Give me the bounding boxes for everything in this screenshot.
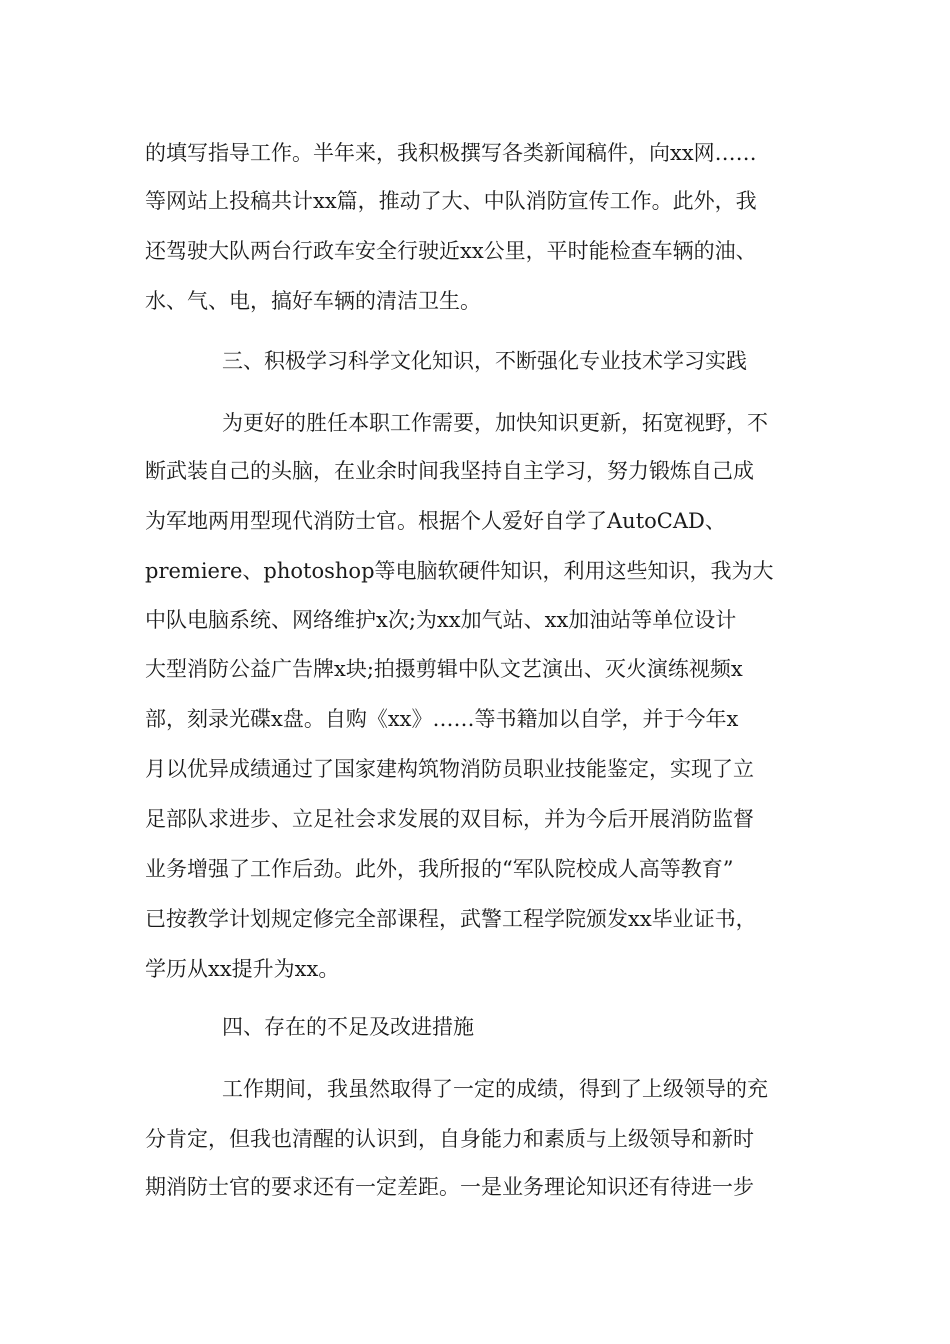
paragraph-line: 已按教学计划规定修完全部课程，武警工程学院颁发xx毕业证书， — [145, 907, 757, 931]
paragraph-line: 为更好的胜任本职工作需要，加快知识更新，拓宽视野，不 — [222, 411, 768, 435]
paragraph-line: 水、气、电，搞好车辆的清洁卫生。 — [145, 289, 481, 313]
paragraph-line: premiere、photoshop等电脑软硬件知识，利用这些知识，我为大 — [145, 559, 774, 583]
paragraph-line: 中队电脑系统、网络维护x次;为xx加气站、xx加油站等单位设计 — [145, 608, 737, 632]
paragraph-line: 期消防士官的要求还有一定差距。一是业务理论知识还有待进一步 — [145, 1175, 754, 1199]
paragraph-line: 部，刻录光碟x盘。自购《xx》……等书籍加以自学，并于今年x — [145, 707, 739, 731]
paragraph-line: 工作期间，我虽然取得了一定的成绩，得到了上级领导的充 — [222, 1077, 768, 1101]
paragraph-line: 月以优异成绩通过了国家建构筑物消防员职业技能鉴定，实现了立 — [145, 757, 754, 781]
section-heading: 四、存在的不足及改进措施 — [222, 1015, 474, 1039]
paragraph-line: 足部队求进步、立足社会求发展的双目标，并为今后开展消防监督 — [145, 807, 754, 831]
section-heading: 三、积极学习科学文化知识，不断强化专业技术学习实践 — [222, 349, 747, 373]
paragraph-line: 大型消防公益广告牌x块;拍摄剪辑中队文艺演出、灭火演练视频x — [145, 657, 743, 681]
paragraph-line: 分肯定，但我也清醒的认识到，自身能力和素质与上级领导和新时 — [145, 1127, 754, 1151]
paragraph-line: 还驾驶大队两台行政车安全行驶近xx公里，平时能检查车辆的油、 — [145, 239, 757, 263]
paragraph-line: 学历从xx提升为xx。 — [145, 957, 340, 981]
paragraph-line: 业务增强了工作后劲。此外，我所报的“军队院校成人高等教育” — [145, 857, 734, 881]
paragraph-line: 为军地两用型现代消防士官。根据个人爱好自学了AutoCAD、 — [145, 509, 726, 533]
paragraph-line: 的填写指导工作。半年来，我积极撰写各类新闻稿件，向xx网…… — [145, 141, 757, 165]
paragraph-line: 等网站上投稿共计xx篇，推动了大、中队消防宣传工作。此外，我 — [145, 189, 757, 213]
paragraph-line: 断武装自己的头脑，在业余时间我坚持自主学习，努力锻炼自己成 — [145, 459, 754, 483]
